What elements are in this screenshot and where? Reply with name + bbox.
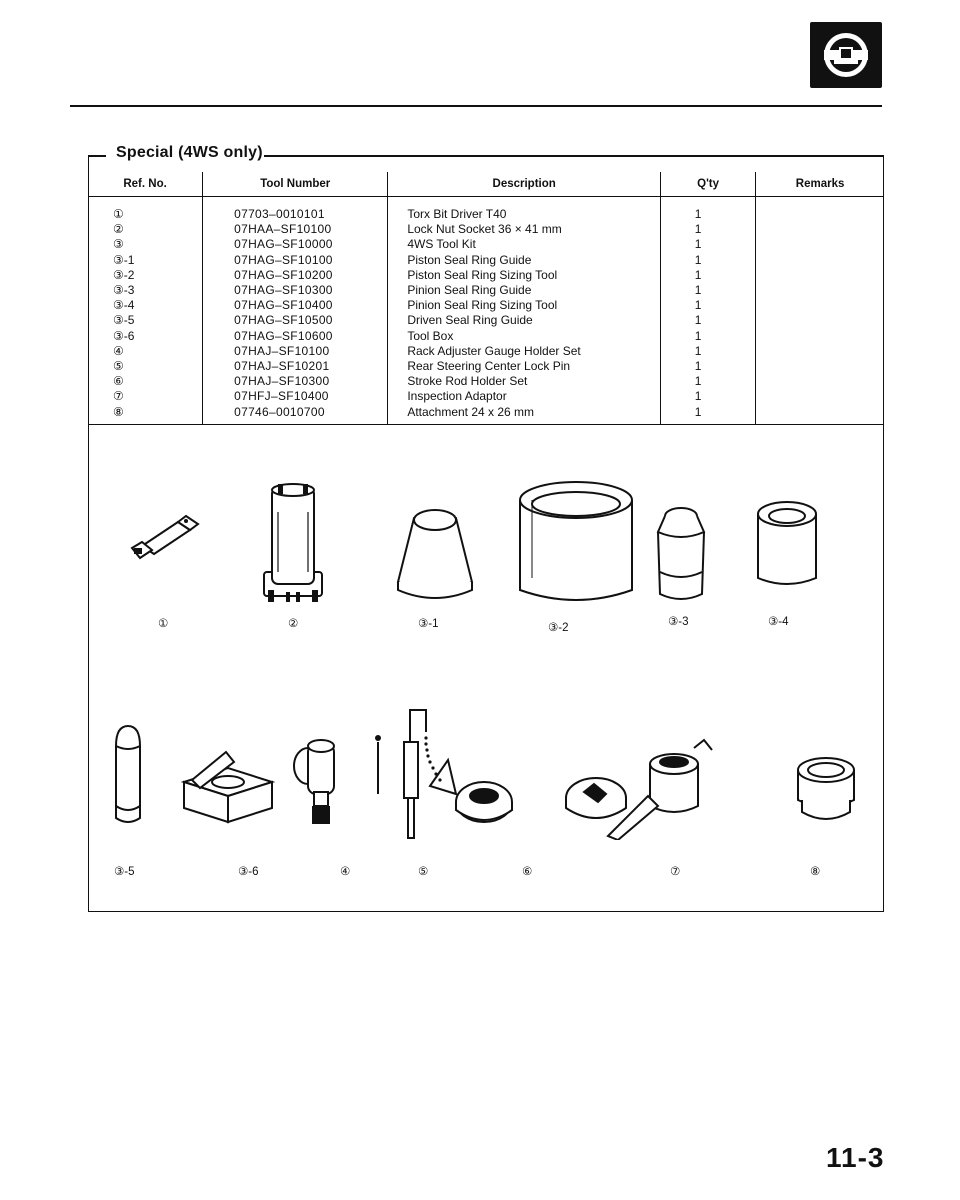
description-cell: Rear Steering Center Lock Pin bbox=[407, 359, 571, 374]
ref-cell: ⑧ bbox=[113, 404, 124, 419]
qty-cell: 1 bbox=[694, 374, 702, 389]
tool-number-cell: 07HFJ–SF10400 bbox=[234, 389, 329, 404]
tool-number-cell: 07703–0010101 bbox=[234, 207, 325, 221]
caption-7: ⑦ bbox=[670, 866, 681, 878]
center-lock-pin-illustration bbox=[370, 702, 460, 842]
ref-cell: ③-2 bbox=[113, 267, 135, 282]
ref-cell: ④ bbox=[113, 343, 124, 358]
description-cell: Piston Seal Ring Guide bbox=[407, 252, 532, 267]
caption-3-6: ③-6 bbox=[238, 866, 259, 878]
table-body-row bbox=[88, 197, 884, 425]
ref-cell: ③-3 bbox=[113, 283, 135, 298]
caption-3-1: ③-1 bbox=[418, 618, 439, 630]
tool-box-illustration bbox=[172, 748, 278, 824]
caption-3-5: ③-5 bbox=[114, 866, 135, 878]
rack-adjuster-gauge-holder-illustration bbox=[288, 736, 342, 828]
description-cell: Pinion Seal Ring Guide bbox=[407, 283, 532, 298]
description-cell: Stroke Rod Holder Set bbox=[407, 374, 528, 389]
qty-cell: 1 bbox=[694, 313, 702, 328]
tool-number-column bbox=[203, 197, 388, 425]
header-ref-no: Ref. No. bbox=[88, 172, 203, 197]
description-column bbox=[388, 197, 661, 425]
description-cell: Attachment 24 x 26 mm bbox=[407, 404, 535, 419]
caption-5: ⑤ bbox=[418, 866, 429, 878]
ref-cell: ③-1 bbox=[113, 252, 135, 267]
caption-1: ① bbox=[158, 618, 169, 630]
description-cell: 4WS Tool Kit bbox=[407, 237, 476, 252]
qty-cell: 1 bbox=[694, 343, 702, 358]
description-cell: Torx Bit Driver T40 bbox=[407, 207, 507, 221]
caption-2: ② bbox=[288, 618, 299, 630]
header-description: Description bbox=[388, 172, 661, 197]
ref-cell: ② bbox=[113, 222, 124, 237]
special-tools-table bbox=[88, 172, 884, 425]
description-cell: Inspection Adaptor bbox=[407, 389, 507, 404]
qty-cell: 1 bbox=[694, 237, 702, 252]
caption-3-2: ③-2 bbox=[548, 622, 569, 634]
piston-seal-ring-sizing-tool-illustration bbox=[512, 478, 640, 614]
pinion-seal-ring-guide-illustration bbox=[652, 502, 710, 606]
tool-number-cell: 07HAG–SF10100 bbox=[234, 252, 333, 267]
pinion-seal-ring-sizing-tool-illustration bbox=[752, 494, 822, 590]
tool-number-cell: 07HAG–SF10300 bbox=[234, 283, 333, 298]
ref-column bbox=[88, 197, 203, 425]
tool-number-cell: 07HAG–SF10500 bbox=[234, 313, 333, 328]
tool-number-cell: 07HAG–SF10400 bbox=[234, 298, 333, 313]
ref-cell: ⑥ bbox=[113, 374, 124, 389]
qty-cell: 1 bbox=[694, 389, 702, 404]
attachment-illustration bbox=[792, 752, 860, 826]
table-header-row bbox=[88, 172, 884, 197]
lock-nut-socket-illustration bbox=[256, 482, 330, 612]
description-cell: Lock Nut Socket 36 × 41 mm bbox=[407, 222, 562, 237]
ref-cell: ⑦ bbox=[113, 389, 124, 404]
header-remarks: Remarks bbox=[756, 172, 884, 197]
qty-cell: 1 bbox=[694, 298, 702, 313]
tool-number-cell: 07HAG–SF10200 bbox=[234, 267, 333, 282]
description-cell: Tool Box bbox=[407, 328, 454, 343]
qty-cell: 1 bbox=[694, 222, 702, 237]
description-cell: Pinion Seal Ring Sizing Tool bbox=[407, 298, 558, 313]
qty-cell: 1 bbox=[694, 207, 702, 221]
qty-cell: 1 bbox=[694, 328, 702, 343]
ref-cell: ⑤ bbox=[113, 359, 124, 374]
steering-wheel-icon bbox=[810, 22, 882, 88]
driven-seal-ring-guide-illustration bbox=[110, 722, 146, 828]
remarks-column bbox=[756, 197, 884, 425]
ref-cell: ③-4 bbox=[113, 298, 135, 313]
tool-number-cell: 07746–0010700 bbox=[234, 404, 325, 419]
description-cell: Rack Adjuster Gauge Holder Set bbox=[407, 343, 581, 358]
caption-4: ④ bbox=[340, 866, 351, 878]
tool-number-cell: 07HAG–SF10000 bbox=[234, 237, 333, 252]
caption-8: ⑧ bbox=[810, 866, 821, 878]
tool-number-cell: 07HAA–SF10100 bbox=[234, 222, 332, 237]
qty-cell: 1 bbox=[694, 359, 702, 374]
ref-cell: ③-6 bbox=[113, 328, 135, 343]
tool-number-cell: 07HAJ–SF10201 bbox=[234, 359, 330, 374]
ref-cell: ③-5 bbox=[113, 313, 135, 328]
inspection-adaptor-illustration bbox=[604, 736, 716, 840]
description-cell: Piston Seal Ring Sizing Tool bbox=[407, 267, 558, 282]
ref-cell: ① bbox=[113, 207, 124, 221]
qty-column bbox=[661, 197, 756, 425]
tool-number-cell: 07HAJ–SF10300 bbox=[234, 374, 330, 389]
header-tool-number: Tool Number bbox=[203, 172, 388, 197]
top-rule bbox=[70, 105, 882, 107]
piston-seal-ring-guide-illustration bbox=[392, 502, 478, 606]
ref-cell: ③ bbox=[113, 237, 124, 252]
qty-cell: 1 bbox=[694, 267, 702, 282]
caption-3-3: ③-3 bbox=[668, 616, 689, 628]
qty-cell: 1 bbox=[694, 404, 702, 419]
description-cell: Driven Seal Ring Guide bbox=[407, 313, 533, 328]
section-title: Special (4WS only) bbox=[116, 144, 263, 161]
tool-number-cell: 07HAJ–SF10100 bbox=[234, 343, 330, 358]
caption-6: ⑥ bbox=[522, 866, 533, 878]
qty-cell: 1 bbox=[694, 252, 702, 267]
tool-number-cell: 07HAG–SF10600 bbox=[234, 328, 333, 343]
qty-cell: 1 bbox=[694, 283, 702, 298]
caption-3-4: ③-4 bbox=[768, 616, 789, 628]
torx-bit-driver-illustration bbox=[126, 508, 202, 562]
page-number: 11-3 bbox=[826, 1142, 885, 1173]
header-qty: Q'ty bbox=[661, 172, 756, 197]
